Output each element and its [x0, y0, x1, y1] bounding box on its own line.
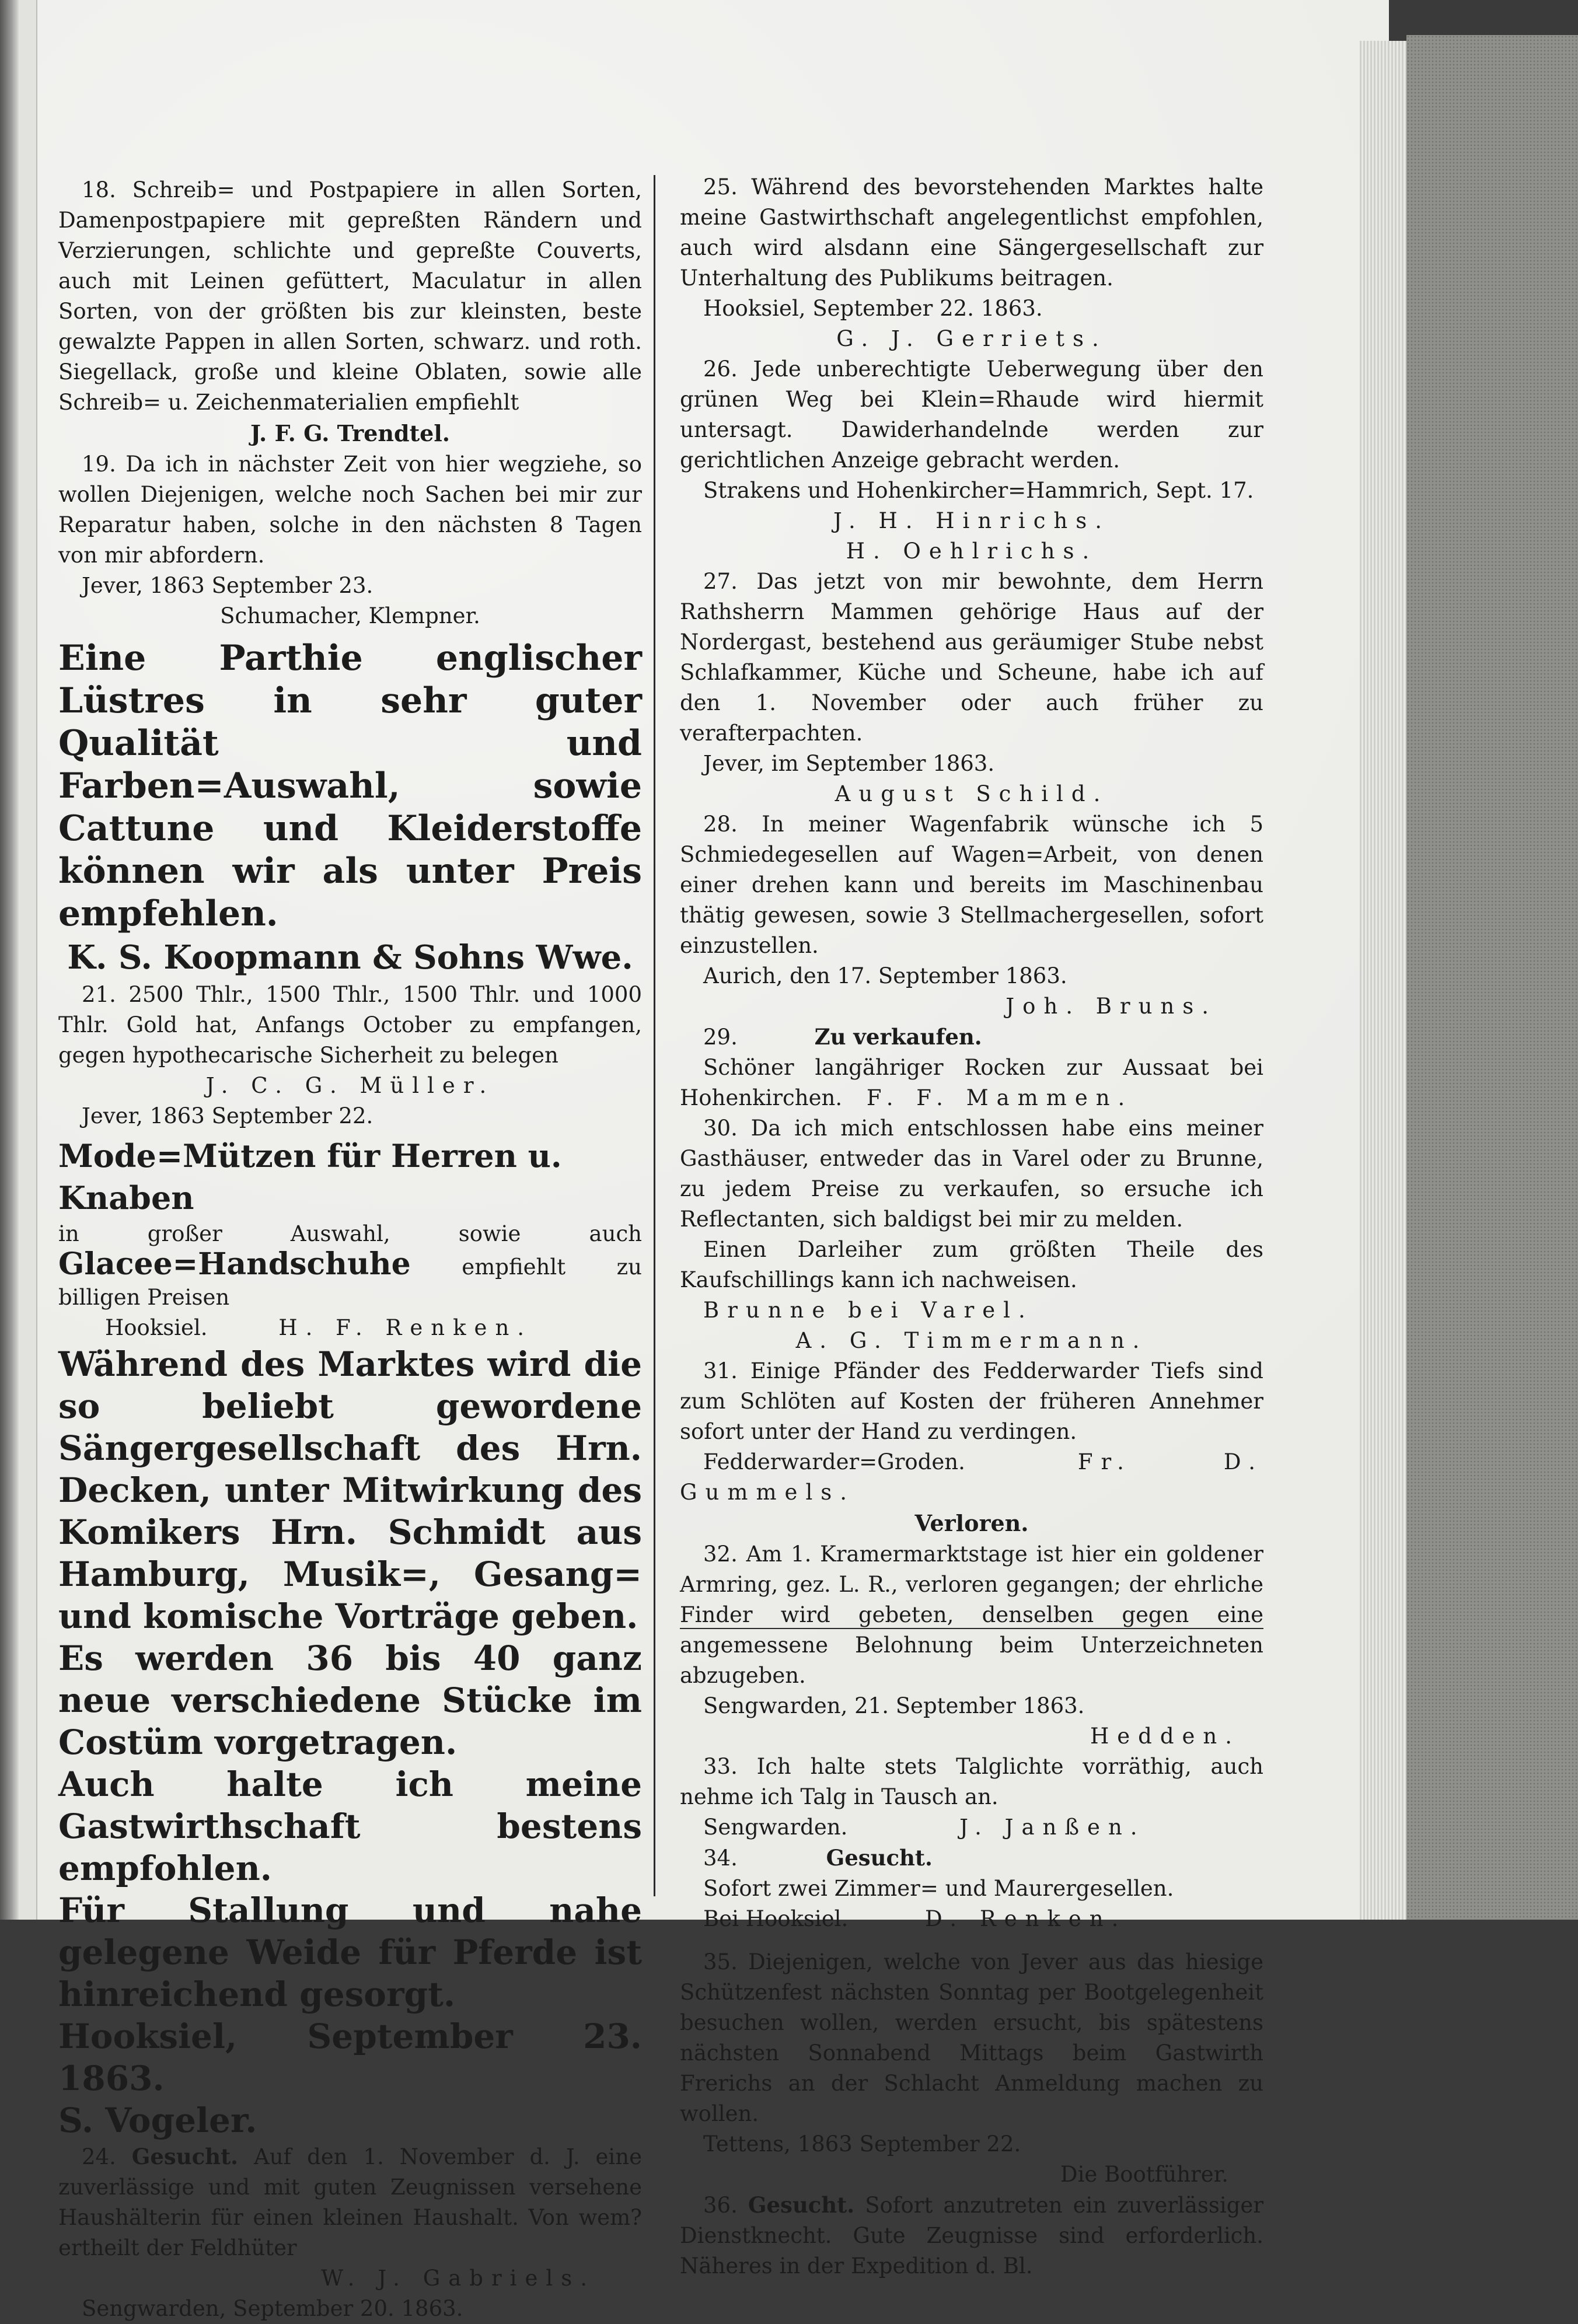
- ad-35-signature: Die Bootführer.: [1060, 2162, 1228, 2187]
- ad-22-line2: empfiehlt zu billigen Preisen: [58, 1254, 642, 1310]
- ad-30-signature: A. G. Timmermann.: [795, 1328, 1148, 1353]
- ad-34-heading-line: [680, 1843, 1263, 1874]
- ad-31-text: 31. Einige Pfänder des Fedderwarder Tiefs sind zum Schlöten auf Kosten der früheren Annehmer sofort unter der Hand zu verdingen.: [680, 1358, 1263, 1444]
- ad-33-text: 33. Ich halte stets Talglichte vorräthig, auch nehme ich Talg in Tausch an.: [680, 1754, 1263, 1809]
- ad-27-place: Jever, im September 1863.: [703, 751, 995, 776]
- page-stack-edge: [1360, 41, 1406, 1920]
- ad-20-text: Eine Parthie englischer Lüstres in sehr guter Qualität und Farben=Auswahl, sowie Cattune und Kleiderstoffe können wir als unter Preis empfehlen.: [58, 638, 642, 934]
- ad-27-signature: August Schild.: [835, 781, 1109, 806]
- ad-24-number: 24.: [82, 2144, 116, 2169]
- facing-page-edge: [19, 0, 37, 2043]
- ad-23-stable: Für Stallung und nahe gelegene Weide für Pferde ist hinreichend gesorgt.: [58, 1890, 642, 2014]
- ad-31-place: Fedderwarder=Groden.: [703, 1449, 965, 1474]
- ad-29-signature: F. F. Mammen.: [866, 1085, 1133, 1110]
- ad-25-text: 25. Während des bevorstehenden Marktes halte meine Gastwirthschaft angelegentlichst empfohlen, auch wird alsdann eine Sängergesellschaft zur Unterhaltung des Publikums beitragen.: [680, 174, 1263, 291]
- ad-36-heading: Gesucht.: [748, 2192, 855, 2218]
- ad-20-signature: K. S. Koopmann & Sohns Wwe.: [67, 938, 633, 977]
- ad-23-signature: S. Vogeler.: [58, 2101, 257, 2140]
- ad-32-text: 32. Am 1. Kramermarktstage ist hier ein goldener Armring, gez. L. R., verloren gegangen; der ehrliche Finder wird gebeten, denselben gegen eine angemessene Belohnung beim Unterzeichneten abzugeben.: [680, 1542, 1263, 1688]
- ad-21-place: Jever, 1863 September 22.: [82, 1103, 373, 1128]
- ad-28-place: Aurich, den 17. September 1863.: [703, 963, 1067, 988]
- book-cover: [1406, 35, 1578, 1925]
- ad-26-text: 26. Jede unberechtigte Ueberwegung über den grünen Weg bei Klein=Rhaude wird hiermit untersagt. Dawiderhandelnde werden zur gerichtlichen Anzeige gebracht werden.: [680, 357, 1263, 473]
- ad-24-signature: W. J. Gabriels.: [321, 2266, 595, 2291]
- ad-24-place: Sengwarden, September 20. 1863.: [82, 2296, 463, 2321]
- ad-22-line1: in großer Auswahl, sowie auch: [58, 1221, 642, 1246]
- ad-23-place: Hooksiel, September 23. 1863.: [58, 2017, 642, 2098]
- ad-29-number: 29.: [703, 1025, 738, 1050]
- ad-30-text: 30. Da ich mich entschlossen habe eins meiner Gasthäuser, entweder das in Varel oder zu Brunne, zu jedem Preise zu verkaufen, so ersuche ich Reflectanten, sich baldigst bei mir zu melden.: [680, 1116, 1263, 1232]
- ad-22-place: Hooksiel.: [105, 1315, 208, 1340]
- ad-30-place: Brunne bei Varel.: [703, 1298, 1034, 1323]
- ad-34-text: Sofort zwei Zimmer= und Maurergesellen.: [703, 1876, 1174, 1901]
- ad-19-signature: Schumacher, Klempner.: [220, 603, 480, 628]
- ad-32-place: Sengwarden, 21. September 1863.: [703, 1693, 1085, 1718]
- ad-28-signature: Joh. Bruns.: [1006, 994, 1217, 1019]
- ad-22-title: Mode=Mützen für Herren u. Knaben: [58, 1137, 562, 1217]
- ad-25-signature: G. J. Gerriets.: [836, 326, 1107, 351]
- ad-34-signature: D. Renken.: [925, 1906, 1127, 1931]
- ad-22-product: Glacee=Handschuhe: [58, 1246, 411, 1282]
- ad-24-body: Auf den 1. November d. J. eine zuverlässige und mit guten Zeugnissen versehene Haushälterin für einen kleinen Haushalt. Von wem? ertheilt der Feldhüter: [58, 2144, 642, 2260]
- ad-19-place: Jever, 1863 September 23.: [82, 573, 373, 598]
- ad-33-signature: J. Janßen.: [959, 1815, 1146, 1840]
- ad-33-footer: [680, 1812, 1263, 1843]
- ad-31-signature: Fr. D. Gummels.: [680, 1449, 1263, 1505]
- ad-30-text-2: Einen Darleiher zum größten Theile des Kaufschillings kann ich nachweisen.: [680, 1237, 1263, 1292]
- ad-27-text: 27. Das jetzt von mir bewohnte, dem Herrn Rathsherrn Mammen gehörige Haus auf der Nordergast, bestehend aus geräumiger Stube nebst Schlafkammer, Küche und Scheune, habe ich auf den 1. November oder auch früher zu verafterpachten.: [680, 569, 1263, 746]
- ad-18-text: 18. Schreib= und Postpapiere in allen Sorten, Damenpostpapiere mit gepreßten Rändern und Verzierungen, schlichte und gepreßte Couverts, auch mit Leinen gefüttert, Maculatur in allen Sorten, von der größten bis zur kleinsten, beste gewalzte Pappen in allen Sorten, schwarz. und roth. Siegellack, große und kleine Oblaten, sowie alle Schreib= u. Zeichenmaterialien empfiehlt: [58, 177, 642, 415]
- ad-35-place: Tettens, 1863 September 22.: [703, 2131, 1021, 2157]
- ad-34-number: 34.: [703, 1846, 738, 1871]
- ad-34-place: Bei Hooksiel.: [703, 1906, 849, 1931]
- ad-31-footer: [680, 1447, 1263, 1508]
- ad-19-text: 19. Da ich in nächster Zeit von hier wegziehe, so wollen Diejenigen, welche noch Sachen bei mir zur Reparatur haben, solche in den nächsten 8 Tagen von mir abfordern.: [58, 452, 642, 568]
- ad-23-pieces: Es werden 36 bis 40 ganz neue verschiedene Stücke im Costüm vorgetragen.: [58, 1638, 642, 1762]
- ad-24-heading: Gesucht.: [131, 2144, 239, 2169]
- ad-22-footer: [58, 1313, 642, 1343]
- ad-34-footer: [680, 1904, 1263, 1934]
- ad-36-text: [680, 2190, 1263, 2281]
- ad-29-heading: Zu verkaufen.: [814, 1024, 982, 1050]
- ad-23-inn: Auch halte ich meine Gastwirthschaft bestens empfohlen.: [58, 1764, 642, 1888]
- ad-35-text: 35. Diejenigen, welche von Jever aus das hiesige Schützenfest nächsten Sonntag per Bootgelegenheit besuchen wollen, werden ersucht, bis spätestens nächsten Sonnabend Mittags beim Gastwirth Frerichs an der Schlacht Anmeldung machen zu wollen.: [680, 1949, 1263, 2126]
- ad-26-signature-2: H. Oehlrichs.: [846, 539, 1098, 564]
- ad-23-intro: Während des Marktes wird die so beliebt gewordene Sängergesellschaft des Hrn. Decken, unter Mitwirkung des Komikers Hrn. Schmidt aus Hamburg, Musik=, Gesang= und komische Vorträge geben.: [58, 1344, 642, 1636]
- ad-26-place: Strakens und Hohenkircher=Hammrich, Sept. 17.: [703, 478, 1254, 503]
- right-column: [680, 172, 1263, 2281]
- ad-36-body: Sofort anzutreten ein zuverlässiger Dienstknecht. Gute Zeugnisse sind erforderlich. Näheres in der Expedition d. Bl.: [680, 2193, 1264, 2278]
- ad-22-body: [58, 1219, 642, 1313]
- ad-21-signature: J. C. G. Müller.: [205, 1073, 495, 1098]
- verloren-heading: Verloren.: [914, 1510, 1029, 1536]
- ad-36-number: 36.: [703, 2193, 738, 2218]
- ad-29-text: [680, 1053, 1263, 1113]
- ad-28-text: 28. In meiner Wagenfabrik wünsche ich 5 Schmiedegesellen auf Wagen=Arbeit, von denen einer drehen kann und bereits im Maschinenbau thätig gewesen, sowie 3 Stellmachergesellen, sofort einzustellen.: [680, 812, 1263, 958]
- ad-21-text: 21. 2500 Thlr., 1500 Thlr., 1500 Thlr. und 1000 Thlr. Gold hat, Anfangs October zu empfangen, gegen hypothecarische Sicherheit zu belegen: [58, 982, 642, 1068]
- ad-32-signature: Hedden.: [1090, 1724, 1240, 1749]
- ad-33-place: Sengwarden.: [703, 1815, 848, 1840]
- ad-29-body: Schöner langähriger Rocken zur Aussaat bei Hohenkirchen.: [680, 1055, 1263, 1110]
- ad-26-signature-1: J. H. Hinrichs.: [833, 508, 1111, 533]
- book-gutter: [0, 0, 19, 2043]
- ad-34-heading: Gesucht.: [826, 1845, 933, 1871]
- column-divider: [654, 175, 655, 1896]
- ad-25-place: Hooksiel, September 22. 1863.: [703, 296, 1043, 321]
- left-column: [58, 175, 642, 2324]
- ad-29-heading-line: [680, 1022, 1263, 1053]
- ad-24-text: [58, 2141, 642, 2263]
- ad-18-signature: J. F. G. Trendtel.: [250, 420, 450, 446]
- ad-22-signature: H. F. Renken.: [278, 1315, 533, 1340]
